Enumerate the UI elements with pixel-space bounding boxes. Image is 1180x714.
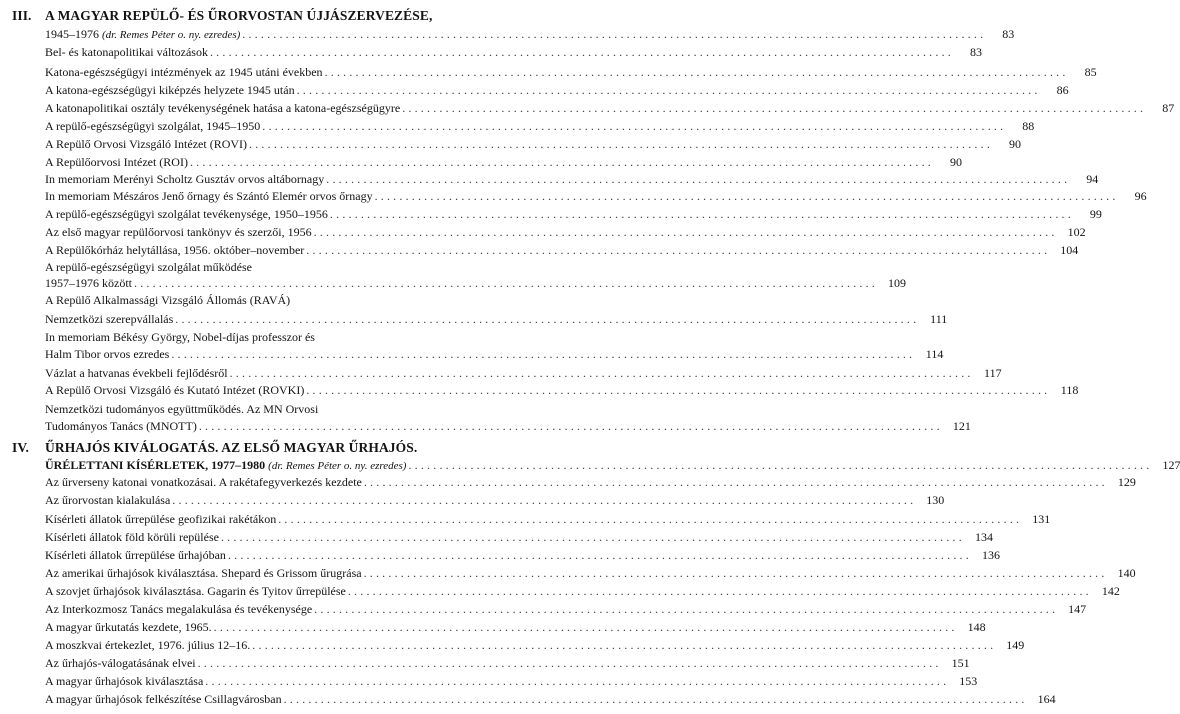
toc-entry[interactable]	[45, 172, 1099, 186]
entry-title	[45, 530, 219, 544]
entry-label: Az űrorvostan kialakulása	[45, 493, 171, 507]
section-number: III.	[12, 8, 32, 23]
entry-title	[45, 566, 362, 580]
entry-author: (dr. Remes Péter o. ny. ezredes)	[268, 460, 407, 472]
entry-label: A Repülő Orvosi Vizsgáló és Kutató Intézet (ROVKI)	[45, 383, 305, 397]
entry-label: A repülő-egészségügyi szolgálat, 1945–1950	[45, 119, 261, 133]
dot-leader: ........................................................................................................................	[262, 119, 1007, 133]
dot-leader: ........................................................................................................................	[220, 530, 965, 544]
page-number: 102	[1067, 225, 1086, 239]
page-number: 94	[1086, 172, 1099, 186]
page-number: 114	[925, 347, 944, 361]
toc-entry[interactable]	[45, 530, 993, 544]
entry-label: Kísérleti állatok űrrepülése űrhajóban	[45, 548, 226, 562]
section-number: IV.	[12, 440, 29, 455]
page-number: 129	[1117, 475, 1136, 489]
entry-title	[45, 243, 304, 257]
entry-title	[45, 260, 252, 274]
page-number: 136	[981, 548, 1000, 562]
dot-leader: ........................................................................................................................	[296, 83, 1041, 97]
entry-label: ŰRÉLETTANI KÍSÉRLETEK, 1977–1980	[45, 458, 266, 472]
entry-title	[45, 312, 173, 326]
entry-title	[45, 119, 260, 133]
entry-title	[45, 419, 197, 433]
entry-label: Kísérleti állatok föld körüli repülése	[45, 530, 219, 544]
entry-title	[45, 366, 228, 380]
entry-label: In memoriam Merényi Scholtz Gusztáv orvos altábornagy	[45, 172, 325, 186]
page-number: 87	[1162, 101, 1175, 115]
page-number: 118	[1060, 383, 1079, 397]
entry-title	[45, 584, 346, 598]
entry-label: Tudományos Tanács (MNOTT)	[45, 419, 197, 433]
entry-label: Az amerikai űrhajósok kiválasztása. Shepard és Grissom űrugrása	[45, 566, 362, 580]
entry-title	[45, 512, 276, 526]
entry-label: A repülő-egészségügyi szolgálat működése	[45, 260, 252, 274]
toc-entry[interactable]	[45, 101, 1175, 115]
entry-label: Nemzetközi tudományos együttműködés. Az MN Orvosi	[45, 402, 319, 416]
dot-leader: ........................................................................................................................	[363, 566, 1108, 580]
entry-title	[45, 692, 282, 706]
toc-entry[interactable]	[45, 207, 1102, 221]
dot-leader: ........................................................................................................................	[209, 45, 954, 59]
entry-title	[45, 207, 328, 221]
entry-title	[45, 475, 362, 489]
entry-title	[45, 638, 250, 652]
entry-label: Bel- és katonapolitikai változások	[45, 45, 208, 59]
page-number: 85	[1084, 65, 1097, 79]
section-heading	[12, 8, 490, 24]
toc-entry[interactable]	[45, 45, 982, 59]
dot-leader: ........................................................................................................................	[329, 207, 1074, 221]
entry-label: A szovjet űrhajósok kiválasztása. Gagarin és Tyitov űrrepülése	[45, 584, 346, 598]
toc-entry[interactable]	[45, 260, 472, 274]
toc-entry[interactable]	[45, 512, 1051, 526]
entry-label: Kísérleti állatok űrrepülése geofizikai rakétákon	[45, 512, 277, 526]
dot-leader: ........................................................................................................................	[326, 172, 1071, 186]
page-number: 117	[984, 366, 1002, 380]
dot-leader: ........................................................................................................................	[227, 548, 972, 562]
dot-leader: ........................................................................................................................	[278, 512, 1023, 526]
toc-entry[interactable]	[45, 493, 945, 507]
page-number: 142	[1101, 584, 1120, 598]
dot-leader: ........................................................................................................................	[402, 101, 1147, 115]
entry-title	[45, 276, 132, 290]
entry-title	[45, 83, 295, 97]
page-number: 130	[926, 493, 945, 507]
toc-entry[interactable]	[45, 65, 1097, 79]
page-number: 109	[888, 276, 906, 290]
toc-entry[interactable]	[45, 584, 1120, 598]
toc-entry[interactable]	[45, 312, 948, 326]
entry-title	[45, 383, 304, 397]
entry-title	[45, 65, 323, 79]
dot-leader: ........................................................................................................................	[306, 383, 1051, 397]
entry-title	[45, 172, 324, 186]
entry-title	[45, 155, 188, 169]
page-number: 104	[1060, 243, 1079, 257]
toc-entry[interactable]	[45, 347, 944, 361]
dot-leader: ........................................................................................................................	[313, 225, 1058, 239]
toc-entry[interactable]	[45, 638, 1025, 652]
page-number: 147	[1068, 602, 1087, 616]
entry-label: A Repülőkórház helytállása, 1956. október–november	[45, 243, 305, 257]
entry-label: A katona-egészségügyi kiképzés helyzete 1945 után	[45, 83, 295, 97]
entry-title	[45, 293, 290, 307]
entry-title	[45, 602, 312, 616]
entry-title	[45, 189, 373, 203]
entry-label: A Repülő Orvosi Vizsgáló Intézet (ROVI)	[45, 137, 248, 151]
entry-label: A repülő-egészségügyi szolgálat tevékenysége, 1950–1956	[45, 207, 328, 221]
toc-entry[interactable]	[45, 674, 978, 688]
dot-leader: ........................................................................................................................	[197, 656, 942, 670]
entry-title	[45, 225, 312, 239]
page-number: 111	[930, 312, 948, 326]
dot-leader: ........................................................................................................................	[314, 602, 1059, 616]
toc-entry[interactable]	[45, 566, 1136, 580]
entry-label: In memoriam Békésy György, Nobel-díjas professzor és	[45, 330, 315, 344]
toc-entry[interactable]	[45, 137, 1022, 151]
toc-entry[interactable]	[45, 83, 1069, 97]
toc-entry[interactable]	[45, 330, 472, 344]
toc-entry[interactable]	[45, 383, 1079, 397]
entry-label: Az első magyar repülőorvosi tankönyv és szerzői, 1956	[45, 225, 312, 239]
entry-label: Halm Tibor orvos ezredes	[45, 347, 170, 361]
toc-entry[interactable]	[45, 189, 1147, 203]
section-title: A MAGYAR REPÜLŐ- ÉS ŰRORVOSTAN ÚJJÁSZERVEZÉSE,	[45, 8, 433, 23]
page-number: 140	[1117, 566, 1136, 580]
dot-leader: ........................................................................................................................	[198, 419, 943, 433]
toc-entry[interactable]	[45, 155, 962, 169]
toc-entry[interactable]	[45, 276, 906, 290]
dot-leader: ........................................................................................................................	[363, 475, 1108, 489]
toc-entry[interactable]	[45, 475, 1136, 489]
entry-title	[45, 137, 247, 151]
entry-label: A Repülő Alkalmassági Vizsgáló Állomás (RAVÁ)	[45, 293, 291, 307]
entry-title	[45, 493, 170, 507]
page-number: 164	[1037, 692, 1056, 706]
page-number: 90	[1009, 137, 1022, 151]
dot-leader: ........................................................................................................................	[374, 189, 1119, 203]
entry-title	[45, 330, 315, 344]
dot-leader: ........................................................................................................................	[242, 27, 987, 41]
dot-leader: ........................................................................................................................	[283, 692, 1028, 706]
entry-title	[45, 347, 169, 361]
toc-entry[interactable]	[45, 620, 986, 634]
dot-leader: ........................................................................................................................	[175, 312, 920, 326]
dot-leader: ........................................................................................................................	[249, 137, 994, 151]
entry-title	[45, 548, 226, 562]
dot-leader: ........................................................................................................................	[324, 65, 1069, 79]
toc-entry[interactable]	[45, 419, 971, 433]
entry-label: Nemzetközi szerepvállalás	[45, 312, 174, 326]
entry-title	[45, 458, 406, 473]
page-number: 96	[1134, 189, 1147, 203]
entry-label: Az űrhajós-válogatásának elvei	[45, 656, 196, 670]
entry-label: Az Interkozmosz Tanács megalakulása és tevékenysége	[45, 602, 313, 616]
page-number: 86	[1056, 83, 1069, 97]
entry-title	[45, 656, 196, 670]
entry-label: Katona-egészségügyi intézmények az 1945 utáni években	[45, 65, 323, 79]
dot-leader: ........................................................................................................................	[213, 620, 958, 634]
dot-leader: ........................................................................................................................	[189, 155, 934, 169]
toc-entry[interactable]	[45, 366, 1002, 380]
toc-entry[interactable]	[45, 402, 472, 416]
entry-label: In memoriam Mészáros Jenő őrnagy és Szántó Elemér orvos őrnagy	[45, 189, 373, 203]
entry-title	[45, 27, 240, 42]
entry-label: Vázlat a hatvanas évekbeli fejlődésről	[45, 366, 228, 380]
entry-label: A magyar űrhajósok kiválasztása	[45, 674, 204, 688]
toc-entry[interactable]	[45, 243, 1079, 257]
entry-label: A moszkvai értekezlet, 1976. július 12–16.	[45, 638, 251, 652]
toc-entry[interactable]	[45, 458, 1180, 473]
page-number: 134	[974, 530, 993, 544]
toc-entry[interactable]	[45, 656, 970, 670]
page-number: 121	[952, 419, 971, 433]
toc-entry[interactable]	[45, 692, 1056, 706]
page-number: 151	[951, 656, 970, 670]
entry-title	[45, 45, 208, 59]
dot-leader: ........................................................................................................................	[252, 638, 997, 652]
toc-entry[interactable]	[45, 602, 1087, 616]
dot-leader: ........................................................................................................................	[205, 674, 950, 688]
page-number: 83	[969, 45, 982, 59]
page-number: 83	[1002, 27, 1015, 41]
entry-label: 1957–1976 között	[45, 276, 132, 290]
dot-leader: ........................................................................................................................	[306, 243, 1051, 257]
entry-label: A Repülőorvosi Intézet (ROI)	[45, 155, 188, 169]
section-heading	[12, 440, 490, 456]
toc-entry[interactable]	[45, 119, 1035, 133]
entry-label: Az űrverseny katonai vonatkozásai. A rakétafegyverkezés kezdete	[45, 475, 362, 489]
entry-title	[45, 402, 318, 416]
page-number: 88	[1022, 119, 1035, 133]
dot-leader: ........................................................................................................................	[171, 347, 916, 361]
dot-leader: ........................................................................................................................	[134, 276, 878, 290]
entry-label: A katonapolitikai osztály tevékenységének hatása a katona-egészségügyre	[45, 101, 401, 115]
dot-leader: ........................................................................................................................	[172, 493, 917, 507]
section-title: ŰRHAJÓS KIVÁLOGATÁS. AZ ELSŐ MAGYAR ŰRHAJÓS.	[45, 440, 418, 455]
entry-title	[45, 674, 203, 688]
entry-title	[45, 620, 212, 634]
dot-leader: ........................................................................................................................	[229, 366, 974, 380]
page-number: 127	[1162, 458, 1180, 472]
page-number: 148	[967, 620, 986, 634]
page-number: 131	[1032, 512, 1051, 526]
entry-label: A magyar űrkutatás kezdete, 1965.	[45, 620, 212, 634]
toc-entry[interactable]	[45, 225, 1086, 239]
page-number: 90	[949, 155, 962, 169]
toc-entry[interactable]	[45, 548, 1000, 562]
entry-label: A magyar űrhajósok felkészítése Csillagvárosban	[45, 692, 282, 706]
entry-author: (dr. Remes Péter o. ny. ezredes)	[102, 29, 241, 41]
page-number: 149	[1006, 638, 1025, 652]
entry-label: 1945–1976	[45, 27, 99, 41]
dot-leader: ........................................................................................................................	[347, 584, 1092, 598]
dot-leader: ........................................................................................................................	[408, 458, 1153, 472]
toc-entry[interactable]	[45, 27, 1015, 42]
entry-title	[45, 101, 400, 115]
page-number: 153	[959, 674, 978, 688]
page-number: 99	[1089, 207, 1102, 221]
toc-entry[interactable]	[45, 293, 472, 307]
